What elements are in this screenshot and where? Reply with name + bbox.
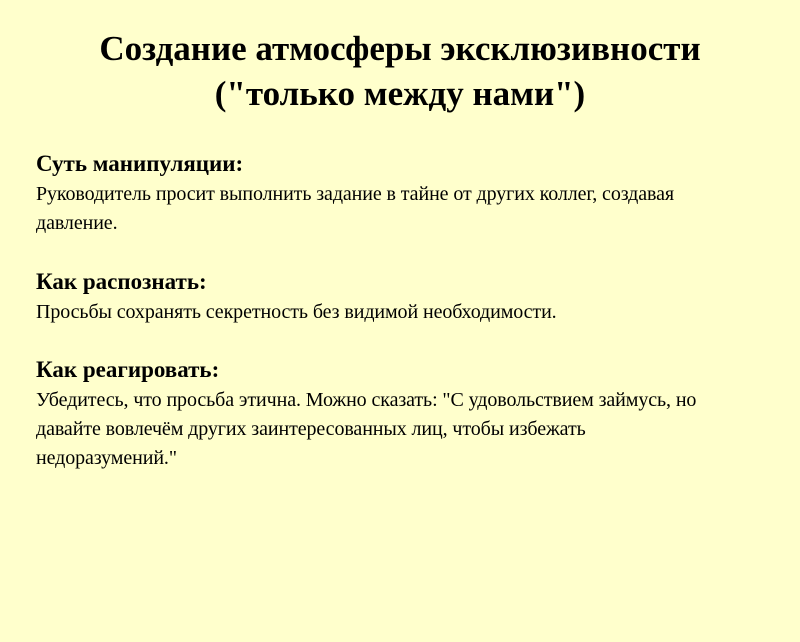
section-text: Руководитель просит выполнить задание в тайне от других коллег, создавая давление. bbox=[36, 183, 674, 234]
page-title bbox=[36, 0, 764, 116]
title-line-1: Создание атмосферы эксклюзивности bbox=[99, 29, 701, 68]
section-text: Просьбы сохранять секретность без видимой необходимости. bbox=[36, 301, 557, 323]
section-heading: Суть манипуляции: bbox=[36, 151, 244, 176]
section-respond bbox=[36, 356, 764, 473]
section-essence bbox=[36, 150, 764, 238]
section-heading: Как распознать: bbox=[36, 269, 207, 294]
section-heading: Как реагировать: bbox=[36, 357, 220, 382]
section-text: Убедитесь, что просьба этична. Можно сказать: "С удовольствием займусь, но давайте вовлечём других заинтересованных лиц, чтобы избежать недоразумений." bbox=[36, 389, 697, 469]
section-recognize bbox=[36, 268, 764, 327]
title-line-2: ("только между нами") bbox=[214, 74, 586, 113]
